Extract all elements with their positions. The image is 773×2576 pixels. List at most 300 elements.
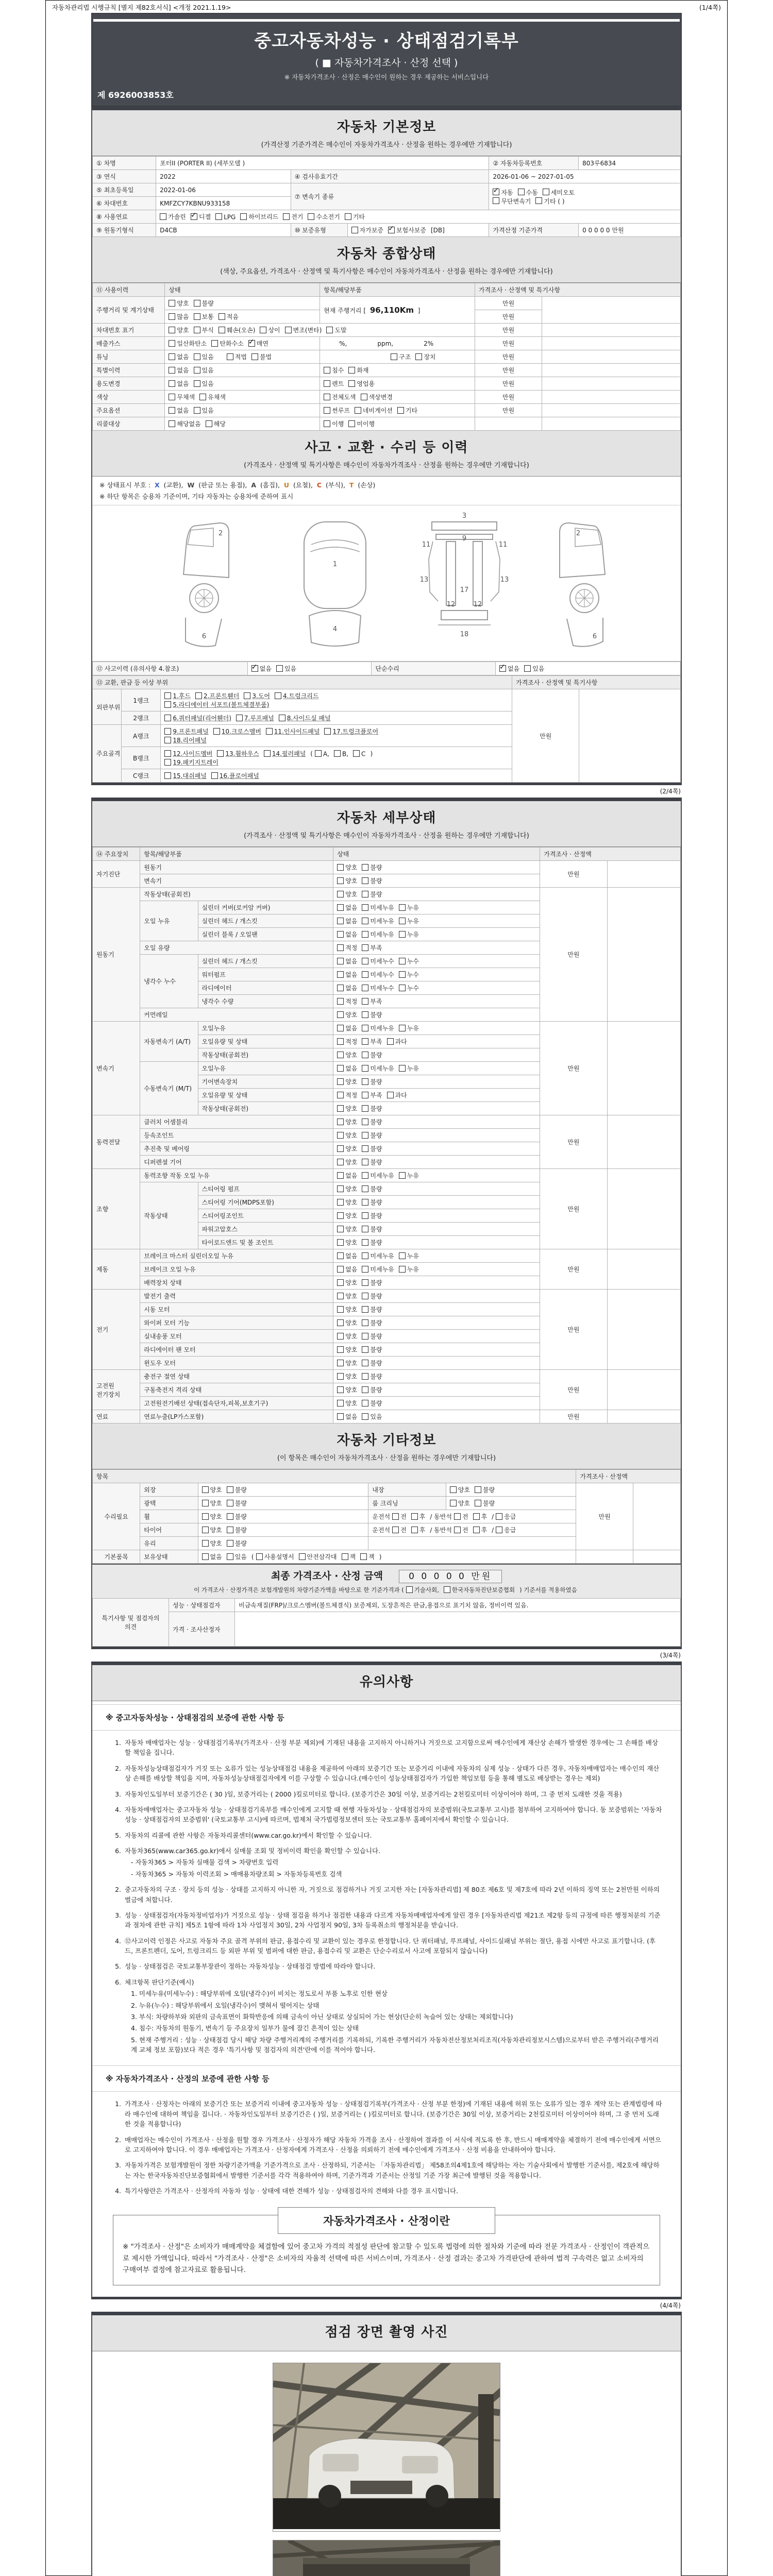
checkbox[interactable] bbox=[337, 1212, 344, 1219]
checkbox[interactable] bbox=[362, 1386, 368, 1393]
checkbox[interactable] bbox=[337, 904, 344, 911]
checkbox[interactable] bbox=[337, 1025, 344, 1031]
checkbox-option[interactable] bbox=[337, 984, 357, 992]
checkbox[interactable] bbox=[164, 759, 171, 766]
checkbox-option[interactable] bbox=[362, 890, 382, 899]
checkbox[interactable] bbox=[194, 353, 200, 360]
checkbox[interactable] bbox=[202, 1540, 209, 1547]
checkbox[interactable] bbox=[399, 1252, 406, 1259]
checkbox[interactable] bbox=[315, 750, 322, 757]
checkbox-option[interactable] bbox=[355, 406, 393, 415]
checkbox-option[interactable] bbox=[169, 312, 189, 321]
checkbox[interactable] bbox=[337, 1132, 344, 1139]
checkbox[interactable] bbox=[202, 1527, 209, 1533]
checkbox-option[interactable] bbox=[227, 1485, 247, 1494]
checkbox-option[interactable] bbox=[397, 406, 417, 415]
checkbox-option[interactable] bbox=[337, 1359, 357, 1367]
checkbox-option[interactable] bbox=[244, 691, 270, 700]
checkbox[interactable] bbox=[388, 227, 395, 233]
checkbox-option[interactable] bbox=[337, 1024, 357, 1032]
checkbox[interactable] bbox=[362, 1266, 368, 1273]
checkbox[interactable] bbox=[169, 420, 175, 427]
checkbox[interactable] bbox=[337, 1346, 344, 1353]
checkbox-option[interactable] bbox=[266, 727, 320, 736]
checkbox[interactable] bbox=[362, 1105, 368, 1112]
checkbox[interactable] bbox=[169, 327, 175, 333]
checkbox[interactable] bbox=[337, 877, 344, 884]
checkbox[interactable] bbox=[518, 189, 525, 195]
checkbox-option[interactable] bbox=[362, 1077, 382, 1086]
checkbox-option[interactable] bbox=[362, 1037, 382, 1046]
checkbox[interactable] bbox=[362, 1078, 368, 1085]
checkbox-option[interactable] bbox=[362, 1158, 382, 1166]
checkbox-option[interactable] bbox=[399, 970, 419, 979]
checkbox-option[interactable] bbox=[337, 1345, 357, 1354]
checkbox[interactable] bbox=[337, 1293, 344, 1299]
checkbox-option[interactable] bbox=[337, 1198, 357, 1207]
checkbox[interactable] bbox=[211, 772, 218, 779]
checkbox-option[interactable] bbox=[337, 1171, 357, 1180]
checkbox-option[interactable] bbox=[337, 903, 357, 912]
checkbox[interactable] bbox=[337, 1092, 344, 1098]
checkbox[interactable] bbox=[164, 750, 171, 757]
checkbox-option[interactable] bbox=[406, 1586, 439, 1594]
checkbox-option[interactable] bbox=[399, 984, 419, 992]
checkbox-option[interactable] bbox=[362, 1131, 382, 1140]
checkbox[interactable] bbox=[285, 327, 292, 333]
checkbox[interactable] bbox=[399, 1172, 406, 1179]
checkbox[interactable] bbox=[355, 407, 361, 414]
checkbox-option[interactable] bbox=[337, 1091, 357, 1099]
checkbox[interactable] bbox=[535, 197, 542, 204]
checkbox-option[interactable] bbox=[348, 419, 375, 428]
checkbox[interactable] bbox=[194, 300, 200, 307]
checkbox[interactable] bbox=[496, 1527, 502, 1533]
checkbox[interactable] bbox=[199, 394, 206, 400]
checkbox[interactable] bbox=[251, 665, 258, 672]
checkbox-option[interactable] bbox=[334, 750, 348, 758]
checkbox-option[interactable] bbox=[362, 1064, 394, 1073]
checkbox-option[interactable] bbox=[251, 352, 272, 361]
checkbox-option[interactable] bbox=[324, 366, 344, 375]
checkbox-option[interactable] bbox=[475, 1485, 495, 1494]
checkbox[interactable] bbox=[213, 728, 220, 735]
checkbox-option[interactable] bbox=[315, 750, 329, 758]
checkbox-option[interactable] bbox=[324, 393, 356, 401]
checkbox[interactable] bbox=[337, 864, 344, 871]
checkbox-option[interactable] bbox=[411, 1526, 426, 1534]
checkbox[interactable] bbox=[169, 340, 175, 347]
checkbox-option[interactable] bbox=[164, 727, 208, 736]
checkbox[interactable] bbox=[496, 1513, 502, 1520]
checkbox-option[interactable] bbox=[160, 212, 186, 221]
checkbox[interactable] bbox=[251, 353, 258, 360]
checkbox-option[interactable] bbox=[169, 352, 189, 361]
checkbox-option[interactable] bbox=[392, 1512, 407, 1521]
checkbox[interactable] bbox=[164, 715, 171, 721]
checkbox[interactable] bbox=[337, 918, 344, 924]
checkbox-option[interactable] bbox=[473, 1512, 488, 1521]
checkbox-option[interactable] bbox=[362, 1372, 382, 1381]
checkbox-option[interactable] bbox=[337, 1010, 357, 1019]
checkbox-option[interactable] bbox=[194, 366, 214, 375]
checkbox-option[interactable] bbox=[362, 1211, 382, 1220]
checkbox-option[interactable] bbox=[169, 366, 189, 375]
checkbox[interactable] bbox=[217, 750, 224, 757]
checkbox-option[interactable] bbox=[362, 1010, 382, 1019]
checkbox-option[interactable] bbox=[260, 326, 280, 334]
checkbox[interactable] bbox=[475, 1486, 481, 1493]
checkbox[interactable] bbox=[219, 327, 225, 333]
checkbox[interactable] bbox=[362, 958, 368, 964]
checkbox[interactable] bbox=[299, 1553, 306, 1560]
checkbox-option[interactable] bbox=[337, 1318, 357, 1327]
checkbox-option[interactable] bbox=[211, 771, 259, 780]
checkbox-option[interactable] bbox=[337, 1225, 357, 1233]
checkbox[interactable] bbox=[334, 750, 341, 757]
checkbox[interactable] bbox=[227, 1527, 233, 1533]
checkbox[interactable] bbox=[337, 1333, 344, 1340]
checkbox[interactable] bbox=[191, 213, 197, 220]
checkbox-option[interactable] bbox=[362, 1318, 382, 1327]
checkbox-option[interactable] bbox=[362, 1225, 382, 1233]
checkbox[interactable] bbox=[493, 189, 499, 195]
checkbox[interactable] bbox=[399, 918, 406, 924]
checkbox-option[interactable] bbox=[399, 957, 419, 965]
checkbox-option[interactable] bbox=[219, 326, 256, 334]
checkbox-option[interactable] bbox=[337, 1117, 357, 1126]
checkbox[interactable] bbox=[324, 394, 330, 400]
checkbox-option[interactable] bbox=[362, 917, 394, 925]
checkbox-option[interactable] bbox=[337, 930, 357, 939]
checkbox-option[interactable] bbox=[387, 1091, 407, 1099]
checkbox-option[interactable] bbox=[227, 1526, 247, 1534]
checkbox-option[interactable] bbox=[337, 1332, 357, 1341]
checkbox-option[interactable] bbox=[191, 212, 211, 221]
checkbox-option[interactable] bbox=[535, 197, 564, 206]
checkbox-option[interactable] bbox=[493, 197, 531, 206]
checkbox-option[interactable] bbox=[450, 1485, 470, 1494]
checkbox[interactable] bbox=[227, 1540, 233, 1547]
checkbox[interactable] bbox=[524, 665, 531, 672]
checkbox-option[interactable] bbox=[399, 917, 419, 925]
checkbox[interactable] bbox=[169, 380, 175, 387]
checkbox-option[interactable] bbox=[337, 1158, 357, 1166]
checkbox[interactable] bbox=[362, 918, 368, 924]
checkbox[interactable] bbox=[236, 715, 243, 721]
checkbox-option[interactable] bbox=[524, 664, 544, 673]
checkbox-option[interactable] bbox=[194, 379, 214, 388]
checkbox[interactable] bbox=[360, 1553, 367, 1560]
checkbox[interactable] bbox=[324, 420, 330, 427]
checkbox[interactable] bbox=[279, 715, 285, 721]
checkbox[interactable] bbox=[362, 1132, 368, 1139]
checkbox[interactable] bbox=[362, 1118, 368, 1125]
checkbox-option[interactable] bbox=[362, 1399, 382, 1408]
checkbox-option[interactable] bbox=[236, 714, 274, 722]
checkbox[interactable] bbox=[362, 1279, 368, 1286]
checkbox[interactable] bbox=[164, 737, 171, 743]
checkbox-option[interactable] bbox=[206, 419, 226, 428]
checkbox[interactable] bbox=[337, 1306, 344, 1313]
checkbox-option[interactable] bbox=[518, 188, 538, 197]
checkbox[interactable] bbox=[392, 1513, 399, 1520]
checkbox[interactable] bbox=[362, 1373, 368, 1380]
checkbox-option[interactable] bbox=[337, 957, 357, 965]
checkbox[interactable] bbox=[353, 750, 360, 757]
checkbox[interactable] bbox=[362, 944, 368, 951]
checkbox-option[interactable] bbox=[362, 1198, 382, 1207]
checkbox-option[interactable] bbox=[164, 691, 191, 700]
checkbox[interactable] bbox=[399, 958, 406, 964]
checkbox-option[interactable] bbox=[164, 700, 269, 709]
checkbox[interactable] bbox=[362, 864, 368, 871]
checkbox-option[interactable] bbox=[362, 930, 394, 939]
checkbox[interactable] bbox=[411, 1527, 418, 1533]
checkbox[interactable] bbox=[169, 313, 175, 320]
checkbox[interactable] bbox=[362, 1092, 368, 1098]
checkbox[interactable] bbox=[240, 213, 247, 220]
checkbox[interactable] bbox=[169, 353, 175, 360]
checkbox-option[interactable] bbox=[227, 1552, 247, 1561]
checkbox-option[interactable] bbox=[202, 1526, 222, 1534]
checkbox[interactable] bbox=[411, 1513, 418, 1520]
checkbox[interactable] bbox=[397, 407, 404, 414]
checkbox-option[interactable] bbox=[337, 1385, 357, 1394]
checkbox[interactable] bbox=[337, 1185, 344, 1192]
checkbox-option[interactable] bbox=[194, 352, 214, 361]
checkbox-option[interactable] bbox=[362, 1385, 382, 1394]
checkbox-option[interactable] bbox=[248, 339, 268, 348]
checkbox-option[interactable] bbox=[219, 312, 239, 321]
checkbox-option[interactable] bbox=[337, 1292, 357, 1300]
checkbox[interactable] bbox=[337, 1065, 344, 1072]
checkbox-option[interactable] bbox=[194, 326, 214, 334]
checkbox[interactable] bbox=[337, 1078, 344, 1085]
checkbox-option[interactable] bbox=[399, 1064, 419, 1073]
checkbox[interactable] bbox=[391, 353, 397, 360]
checkbox[interactable] bbox=[362, 904, 368, 911]
checkbox[interactable] bbox=[337, 1145, 344, 1152]
checkbox-option[interactable] bbox=[362, 1171, 394, 1180]
checkbox-option[interactable] bbox=[169, 393, 195, 401]
checkbox-option[interactable] bbox=[227, 352, 247, 361]
checkbox-option[interactable] bbox=[362, 1238, 382, 1247]
checkbox[interactable] bbox=[399, 904, 406, 911]
checkbox-option[interactable] bbox=[399, 1024, 419, 1032]
checkbox-option[interactable] bbox=[362, 1117, 382, 1126]
checkbox-option[interactable] bbox=[299, 1552, 337, 1561]
checkbox-option[interactable] bbox=[543, 188, 575, 197]
checkbox-option[interactable] bbox=[337, 1265, 357, 1274]
checkbox-option[interactable] bbox=[337, 917, 357, 925]
checkbox[interactable] bbox=[260, 327, 266, 333]
checkbox[interactable] bbox=[351, 227, 358, 233]
checkbox[interactable] bbox=[227, 1513, 233, 1520]
checkbox-option[interactable] bbox=[348, 366, 368, 375]
checkbox-option[interactable] bbox=[215, 213, 236, 221]
checkbox-option[interactable] bbox=[202, 1552, 222, 1561]
checkbox-option[interactable] bbox=[164, 714, 231, 722]
checkbox-option[interactable] bbox=[399, 1251, 419, 1260]
checkbox-option[interactable] bbox=[362, 1104, 382, 1113]
checkbox[interactable] bbox=[337, 1105, 344, 1112]
checkbox[interactable] bbox=[248, 340, 255, 347]
checkbox-option[interactable] bbox=[308, 212, 340, 221]
checkbox-option[interactable] bbox=[337, 1412, 357, 1421]
checkbox[interactable] bbox=[387, 1092, 394, 1098]
checkbox[interactable] bbox=[362, 1065, 368, 1072]
checkbox-option[interactable] bbox=[360, 1552, 375, 1561]
checkbox-option[interactable] bbox=[337, 890, 357, 899]
checkbox[interactable] bbox=[194, 313, 200, 320]
checkbox[interactable] bbox=[362, 931, 368, 938]
checkbox-option[interactable] bbox=[337, 1037, 357, 1046]
checkbox[interactable] bbox=[169, 300, 175, 307]
checkbox[interactable] bbox=[399, 985, 406, 991]
checkbox[interactable] bbox=[276, 665, 283, 672]
checkbox-option[interactable] bbox=[337, 1064, 357, 1073]
checkbox-option[interactable] bbox=[496, 1512, 516, 1521]
checkbox[interactable] bbox=[392, 1527, 399, 1533]
checkbox[interactable] bbox=[454, 1513, 461, 1520]
checkbox-option[interactable] bbox=[345, 212, 365, 221]
checkbox[interactable] bbox=[362, 1025, 368, 1031]
checkbox[interactable] bbox=[202, 1500, 209, 1506]
checkbox[interactable] bbox=[337, 1319, 344, 1326]
checkbox-option[interactable] bbox=[493, 188, 513, 197]
checkbox-option[interactable] bbox=[337, 1251, 357, 1260]
checkbox[interactable] bbox=[215, 213, 222, 220]
checkbox[interactable] bbox=[227, 1500, 233, 1506]
checkbox-option[interactable] bbox=[415, 352, 435, 361]
checkbox[interactable] bbox=[406, 1586, 413, 1593]
checkbox[interactable] bbox=[387, 1038, 394, 1045]
checkbox-option[interactable] bbox=[202, 1499, 222, 1507]
checkbox[interactable] bbox=[283, 213, 290, 220]
checkbox[interactable] bbox=[361, 394, 367, 400]
checkbox-option[interactable] bbox=[169, 326, 189, 334]
checkbox[interactable] bbox=[337, 985, 344, 991]
checkbox-option[interactable] bbox=[454, 1512, 468, 1521]
checkbox[interactable] bbox=[202, 1486, 209, 1493]
checkbox[interactable] bbox=[444, 1586, 450, 1593]
checkbox-option[interactable] bbox=[199, 393, 226, 401]
checkbox[interactable] bbox=[219, 313, 225, 320]
checkbox[interactable] bbox=[345, 213, 351, 220]
checkbox[interactable] bbox=[362, 1360, 368, 1366]
checkbox[interactable] bbox=[362, 877, 368, 884]
checkbox[interactable] bbox=[362, 1159, 368, 1165]
checkbox[interactable] bbox=[266, 728, 273, 735]
checkbox[interactable] bbox=[450, 1500, 457, 1506]
checkbox[interactable] bbox=[324, 367, 330, 374]
checkbox[interactable] bbox=[337, 1413, 344, 1420]
checkbox[interactable] bbox=[337, 1011, 344, 1018]
checkbox[interactable] bbox=[362, 1252, 368, 1259]
checkbox-option[interactable] bbox=[324, 379, 344, 388]
checkbox[interactable] bbox=[337, 891, 344, 897]
checkbox[interactable] bbox=[169, 394, 175, 400]
checkbox-option[interactable] bbox=[362, 1305, 382, 1314]
checkbox[interactable] bbox=[337, 1386, 344, 1393]
checkbox[interactable] bbox=[164, 772, 171, 779]
checkbox-option[interactable] bbox=[391, 352, 411, 361]
checkbox[interactable] bbox=[362, 1172, 368, 1179]
checkbox-option[interactable] bbox=[454, 1526, 468, 1534]
checkbox[interactable] bbox=[543, 189, 549, 195]
checkbox[interactable] bbox=[362, 1306, 368, 1313]
checkbox-option[interactable] bbox=[276, 664, 296, 673]
checkbox[interactable] bbox=[202, 1553, 209, 1560]
checkbox[interactable] bbox=[337, 1038, 344, 1045]
checkbox[interactable] bbox=[337, 971, 344, 978]
checkbox-option[interactable] bbox=[362, 1184, 382, 1193]
checkbox-option[interactable] bbox=[399, 1265, 419, 1274]
checkbox[interactable] bbox=[337, 1400, 344, 1406]
checkbox-option[interactable] bbox=[362, 984, 394, 992]
checkbox-option[interactable] bbox=[399, 1171, 419, 1180]
checkbox-option[interactable] bbox=[279, 714, 331, 722]
checkbox[interactable] bbox=[362, 1319, 368, 1326]
checkbox[interactable] bbox=[164, 692, 171, 699]
checkbox[interactable] bbox=[337, 1279, 344, 1286]
checkbox[interactable] bbox=[337, 1373, 344, 1380]
checkbox[interactable] bbox=[169, 407, 175, 414]
checkbox[interactable] bbox=[227, 1553, 233, 1560]
checkbox[interactable] bbox=[362, 998, 368, 1005]
checkbox[interactable] bbox=[362, 1185, 368, 1192]
checkbox-option[interactable] bbox=[362, 1091, 382, 1099]
checkbox-option[interactable] bbox=[256, 1552, 294, 1561]
checkbox[interactable] bbox=[337, 1118, 344, 1125]
checkbox-option[interactable] bbox=[342, 1552, 356, 1561]
checkbox-option[interactable] bbox=[399, 930, 419, 939]
checkbox-option[interactable] bbox=[169, 299, 189, 308]
checkbox-option[interactable] bbox=[227, 1499, 247, 1507]
checkbox-option[interactable] bbox=[195, 691, 239, 700]
checkbox-option[interactable] bbox=[362, 1412, 382, 1421]
checkbox[interactable] bbox=[337, 944, 344, 951]
checkbox-option[interactable] bbox=[337, 863, 357, 872]
checkbox[interactable] bbox=[337, 1199, 344, 1206]
checkbox[interactable] bbox=[399, 931, 406, 938]
checkbox-option[interactable] bbox=[362, 1278, 382, 1287]
checkbox[interactable] bbox=[362, 891, 368, 897]
checkbox[interactable] bbox=[342, 1553, 348, 1560]
checkbox[interactable] bbox=[337, 1052, 344, 1058]
checkbox[interactable] bbox=[337, 1159, 344, 1165]
checkbox[interactable] bbox=[160, 213, 166, 220]
checkbox[interactable] bbox=[362, 1346, 368, 1353]
checkbox-option[interactable] bbox=[475, 1499, 495, 1507]
checkbox-option[interactable] bbox=[194, 299, 214, 308]
checkbox-option[interactable] bbox=[496, 1526, 516, 1534]
checkbox-option[interactable] bbox=[388, 226, 426, 234]
checkbox[interactable] bbox=[227, 1486, 233, 1493]
checkbox-option[interactable] bbox=[324, 727, 378, 736]
checkbox[interactable] bbox=[362, 1212, 368, 1219]
checkbox[interactable] bbox=[337, 998, 344, 1005]
checkbox[interactable] bbox=[450, 1486, 457, 1493]
checkbox-option[interactable] bbox=[169, 339, 207, 348]
checkbox-option[interactable] bbox=[324, 406, 350, 415]
checkbox-option[interactable] bbox=[240, 212, 278, 221]
checkbox-option[interactable] bbox=[362, 1050, 382, 1059]
checkbox-option[interactable] bbox=[251, 664, 272, 673]
checkbox[interactable] bbox=[337, 1266, 344, 1273]
checkbox-option[interactable] bbox=[217, 749, 259, 758]
